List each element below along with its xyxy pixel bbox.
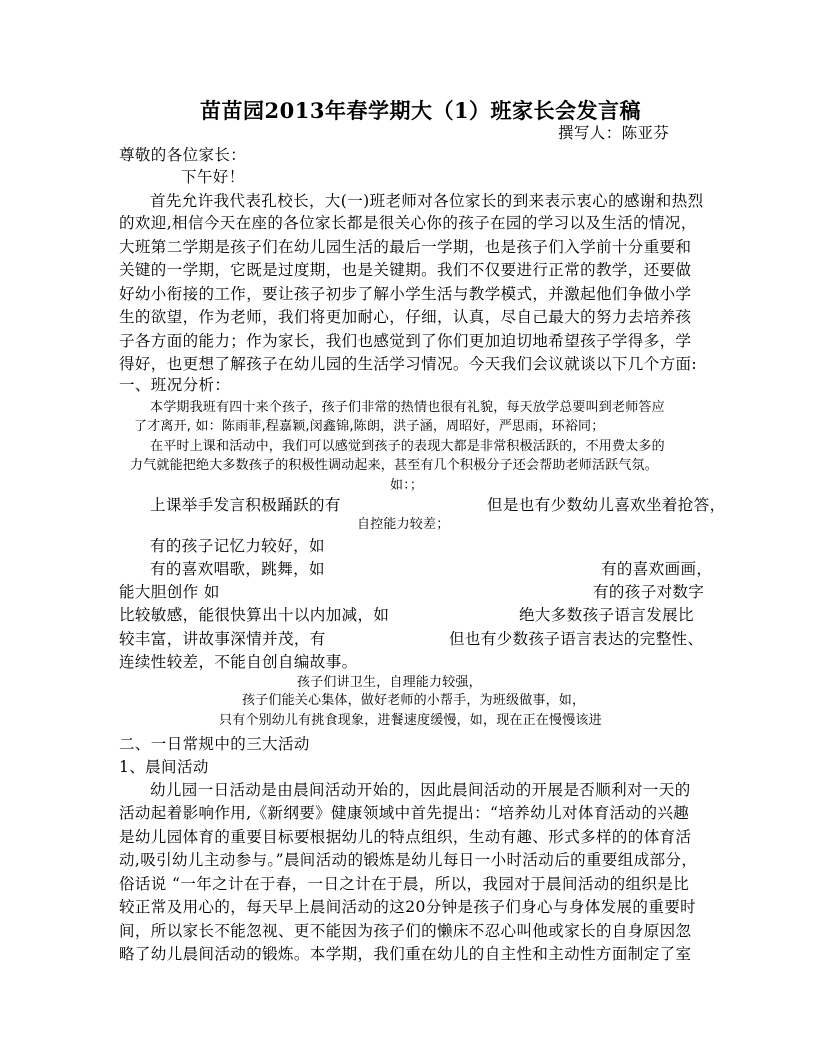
intro-line: 大班第二学期是孩子们在幼儿园生活的最后一学期，也是孩子们入学前十分重要和 [119,238,692,256]
greeting: 下午好！ [181,168,245,186]
analysis-line: 有的孩子对数字 [593,583,705,601]
analysis-line: 只有个别幼儿有挑食现象，进餐速度缓慢，如，现在正在慢慢该进 [219,713,602,728]
morning-activity-line: 活动起着影响作用,《新纲要》健康领域中首先提出：“培养幼儿对体育活动的兴趣 [119,804,690,822]
section-heading: 二、一日常规中的三大活动 [119,735,310,753]
section-heading: 一、班况分析： [119,376,231,394]
analysis-line: 上课举手发言积极踊跃的有 [150,496,341,514]
intro-line: 生的欲望，作为老师，我们将更加耐心，仔细，认真，尽自己最大的努力去培养孩 [119,308,692,326]
analysis-line: 孩子们讲卫生，自理能力较强， [297,675,482,690]
morning-activity-line: 动,吸引幼儿主动参与。”晨间活动的锻炼是幼儿每日一小时活动后的重要组成部分， [119,851,698,869]
intro-line: 首先允许我代表孔校长，大(一)班老师对各位家长的到来表示衷心的感谢和热烈 [150,192,704,210]
intro-line: 好幼小衔接的工作，要让孩子初步了解小学生活与教学模式，并激起他们争做小学 [119,285,692,303]
salutation: 尊敬的各位家长： [119,146,247,164]
morning-activity-line: 略了幼儿晨间活动的锻炼。本学期，我们重在幼儿的自主性和主动性方面制定了室 [119,945,692,963]
analysis-line: 连续性较差，不能自创自编故事。 [119,653,358,671]
analysis-line: 了才离开, 如：陈雨菲,程嘉颖,闵鑫锦,陈朗，洪子涵，周昭好，严思雨，环裕同； [134,419,605,434]
morning-activity-line: 幼儿园一日活动是由晨间活动开始的，因此晨间活动的开展是否顺利对一天的 [150,781,691,799]
morning-activity-line: 俗话说 “一年之计在于春，一日之计在于晨，所以，我园对于晨间活动的组织是比 [119,875,690,893]
analysis-line: 有的喜欢唱歌，跳舞，如 [150,560,325,578]
analysis-line: 如：； [390,478,424,493]
morning-activity-line: 是幼儿园体育的重要目标要根据幼儿的特点组织，生动有趣、形式多样的的体育活 [119,828,692,846]
analysis-line: 有的喜欢画画， [601,560,713,578]
morning-activity-line: 较正常及用心的，每天早上晨间活动的这20分钟是孩子们身心与身体发展的重要时 [119,898,697,916]
intro-line: 关键的一学期，它既是过度期，也是关键期。我们不仅要进行正常的教学，还要做 [119,261,692,279]
intro-line: 子各方面的能力；作为家长，我们也感觉到了你们更加迫切地希望孩子学得多，学 [119,332,692,350]
analysis-line: 绝大多数孩子语言发展比 [519,606,694,624]
analysis-line: 能大胆创作 如 [119,583,220,601]
analysis-line: 孩子们能关心集体，做好老师的小帮手，为班级做事，如， [242,693,586,708]
analysis-line: 自控能力较差； [357,517,450,532]
subsection-heading: 1、晨间活动 [119,758,209,776]
analysis-line: 较丰富，讲故事深情并茂，有 [119,630,326,648]
analysis-line: 但是也有少数幼儿喜欢坐着抢答， [487,496,726,514]
analysis-line: 本学期我班有四十来个孩子，孩子们非常的热情也很有礼貌，每天放学总要叫到老师答应 [150,400,665,415]
author-line: 撰写人：陈亚芬 [558,124,670,142]
intro-line: 得好，也更想了解孩子在幼儿园的生活学习情况。今天我们会议就谈以下几个方面: [119,355,698,373]
analysis-line: 力气就能把绝大多数孩子的积极性调动起来，甚至有几个积极分子还会帮助老师活跃气氛。 [130,458,659,473]
morning-activity-line: 间，所以家长不能忽视、更不能因为孩子们的懒床不忍心叫他或家长的自身原因忽 [119,922,692,940]
analysis-line: 在平时上课和活动中，我们可以感觉到孩子的表现大都是非常积极活跃的，不用费太多的 [150,439,665,454]
page-title: 苗苗园2013年春学期大（1）班家长会发言稿 [200,98,642,123]
analysis-line: 有的孩子记忆力较好，如 [150,537,325,555]
intro-line: 的欢迎,相信今天在座的各位家长都是很关心你的孩子在园的学习以及生活的情况， [119,214,697,232]
analysis-line: 比较敏感，能很快算出十以内加减，如 [119,606,390,624]
analysis-line: 但也有少数孩子语言表达的完整性、 [449,630,704,648]
